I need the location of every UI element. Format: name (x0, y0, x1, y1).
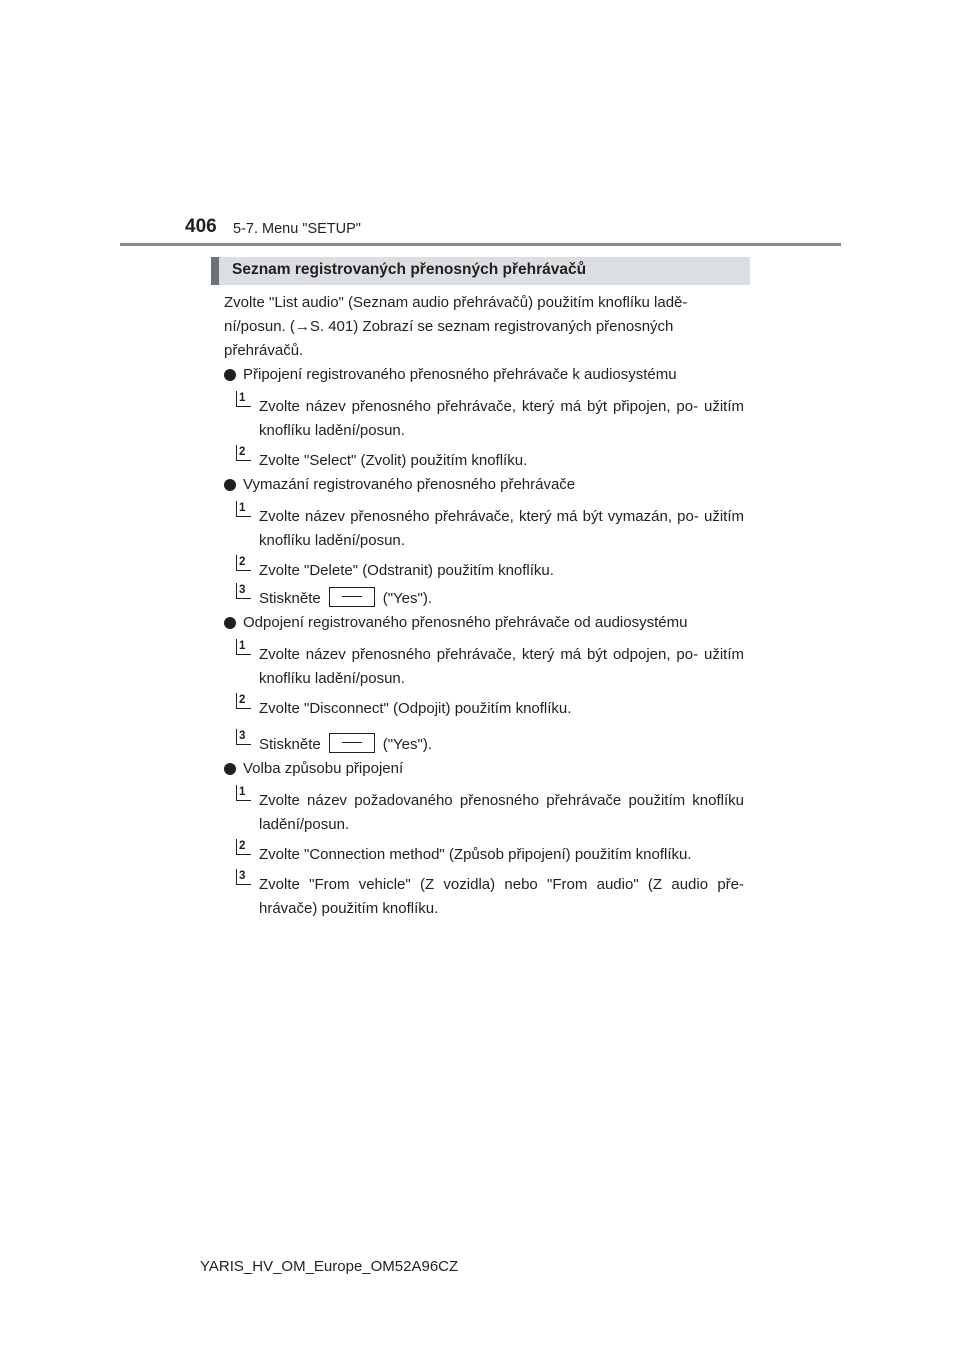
bullet-disconnect (224, 611, 744, 635)
step (224, 556, 744, 583)
step-text: Zvolte "Select" (Zvolit) použitím knoflíku. (259, 452, 528, 469)
step-text-before: Stiskněte (259, 590, 321, 607)
step (224, 446, 744, 473)
step-text-before: Stiskněte (259, 736, 321, 753)
yes-key-icon (329, 587, 375, 607)
step-number: 2 (236, 839, 251, 855)
bullet-icon (224, 763, 236, 775)
step-number: 2 (236, 693, 251, 709)
step-number: 1 (236, 501, 251, 517)
chapter-title: 5-7. Menu "SETUP" (233, 221, 361, 237)
bullet-connect (224, 363, 744, 387)
step (224, 392, 744, 443)
step (224, 870, 744, 921)
bullet-title: Připojení registrovaného přenosného přehrávače k audiosystému (243, 366, 677, 383)
bullet-delete (224, 473, 744, 497)
step (224, 786, 744, 837)
step-text: Zvolte název přenosného přehrávače, který má být vymazán, po- užitím knoflíku ladění/posun. (259, 508, 744, 549)
section-title: Seznam registrovaných přenosných přehrávačů (232, 261, 587, 278)
page-number: 406 (185, 216, 217, 237)
step (224, 502, 744, 553)
yes-key-icon (329, 733, 375, 753)
header-rule (120, 243, 841, 246)
step-text: Zvolte název přenosného přehrávače, který má být odpojen, po- užitím knoflíku ladění/posun. (259, 646, 744, 687)
footer-code: YARIS_HV_OM_Europe_OM52A96CZ (200, 1258, 459, 1275)
step-number: 3 (236, 583, 251, 599)
bullet-title: Vymazání registrovaného přenosného přehrávače (243, 476, 576, 493)
step-text-after: ("Yes"). (382, 590, 432, 607)
step-number: 1 (236, 639, 251, 655)
step-number: 1 (236, 785, 251, 801)
step (224, 840, 744, 867)
intro-line-3: přehrávačů. (224, 342, 304, 359)
intro-paragraph (224, 291, 744, 363)
content (224, 291, 744, 921)
step-number: 1 (236, 391, 251, 407)
bullet-icon (224, 479, 236, 491)
step-number: 3 (236, 729, 251, 745)
bullet-connection-method (224, 757, 744, 781)
step-text-after: ("Yes"). (382, 736, 432, 753)
section-bar (211, 257, 750, 285)
step (224, 730, 744, 757)
step-number: 2 (236, 555, 251, 571)
intro-line-2: ní/posun. (→S. 401) Zobrazí se seznam registrovaných přenosných (224, 318, 674, 335)
step (224, 640, 744, 691)
bullet-icon (224, 617, 236, 629)
step-number: 2 (236, 445, 251, 461)
bullet-icon (224, 369, 236, 381)
step (224, 694, 744, 721)
step (224, 584, 744, 611)
bullet-title: Volba způsobu připojení (243, 760, 404, 777)
step-text: Zvolte "Connection method" (Způsob připojení) použitím knoflíku. (259, 846, 692, 863)
intro-line-1: Zvolte "List audio" (Seznam audio přehrávačů) použitím knoflíku ladě- (224, 294, 688, 311)
step-text: Zvolte "Disconnect" (Odpojit) použitím knoflíku. (259, 700, 572, 717)
step-number: 3 (236, 869, 251, 885)
step-text: Zvolte "From vehicle" (Z vozidla) nebo "From audio" (Z audio pře- hrávače) použitím knoflíku. (259, 876, 744, 917)
step-text: Zvolte název přenosného přehrávače, který má být připojen, po- užitím knoflíku ladění/posun. (259, 398, 744, 439)
step-text: Zvolte název požadovaného přenosného přehrávače použitím knoflíku ladění/posun. (259, 792, 744, 833)
bullet-title: Odpojení registrovaného přenosného přehrávače od audiosystému (243, 614, 688, 631)
step-text: Zvolte "Delete" (Odstranit) použitím knoflíku. (259, 562, 554, 579)
